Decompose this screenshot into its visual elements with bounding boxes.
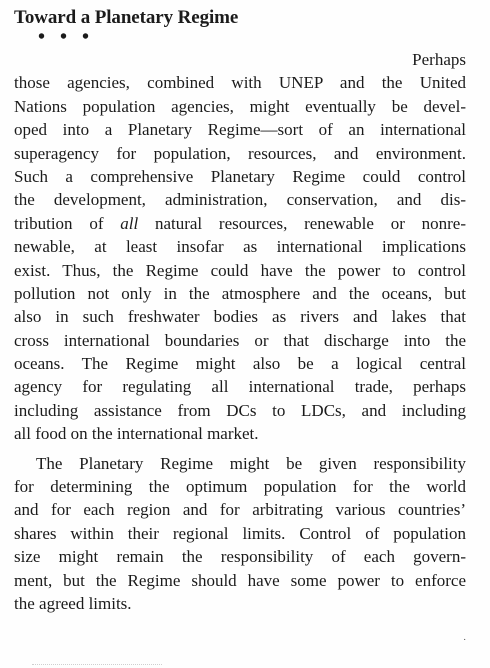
text-line: and for each region and for arbitrating various countries’: [14, 500, 466, 520]
stray-mark: ˙: [463, 638, 467, 649]
document-page: [14, 6, 466, 615]
italic-emphasis: all: [120, 213, 139, 233]
paragraph-1: [14, 48, 466, 446]
text-line: exist. Thus, the Regime could have the power to control: [14, 260, 466, 280]
page-edge-rule: [32, 664, 162, 665]
text-line: Nations population agencies, might eventually be devel-: [14, 96, 466, 116]
text-line-with-italic: tribution of all natural resources, renewable or nonre-: [14, 213, 466, 233]
paragraph-2: [14, 452, 466, 616]
text-line: Perhaps: [412, 50, 466, 69]
text-line: newable, at least insofar as international implications: [14, 237, 466, 257]
text-line: size might remain the responsibility of each govern-: [14, 547, 466, 567]
text-line: ment, but the Regime should have some power to enforce: [14, 570, 466, 590]
text-line: all food on the international market.: [14, 424, 259, 444]
text-line: including assistance from DCs to LDCs, and including: [14, 400, 466, 420]
text-line: also in such freshwater bodies as rivers and lakes that: [14, 307, 466, 327]
omission-ellipsis: • • •: [38, 26, 95, 48]
text-line: oped into a Planetary Regime—sort of an international: [14, 120, 466, 140]
text-line: the agreed limits.: [14, 593, 132, 613]
text-line: pollution not only in the atmosphere and the oceans, but: [14, 283, 466, 303]
text-line: Such a comprehensive Planetary Regime could control: [14, 166, 466, 186]
text-line: cross international boundaries or that discharge into the: [14, 330, 466, 350]
section-heading: Toward a Planetary Regime: [14, 7, 239, 28]
text-line: for determining the optimum population for the world: [14, 477, 466, 497]
text-line: shares within their regional limits. Control of population: [14, 523, 466, 543]
text-line: those agencies, combined with UNEP and the United: [14, 73, 466, 93]
text-line: The Planetary Regime might be given responsibility: [36, 453, 466, 473]
text-line: oceans. The Regime might also be a logical central: [14, 354, 466, 374]
text-line: superagency for population, resources, and environment.: [14, 143, 466, 163]
text-line: the development, administration, conservation, and dis-: [14, 190, 466, 210]
text-line: agency for regulating all international trade, perhaps: [14, 377, 466, 397]
